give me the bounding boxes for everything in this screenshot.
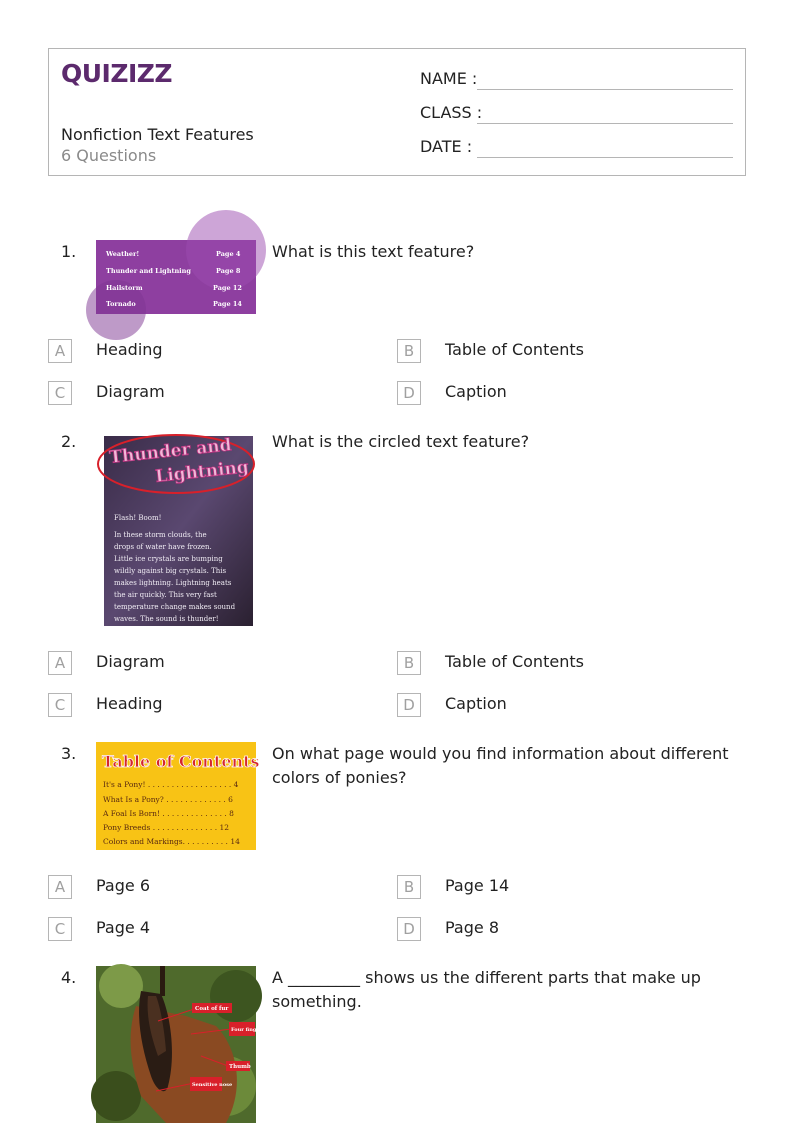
diagram-label: Four fingers xyxy=(231,1027,266,1033)
toc-title: Table of Contents xyxy=(102,752,260,771)
option-box[interactable]: B xyxy=(397,339,421,363)
name-label: NAME : xyxy=(420,69,478,88)
option-text[interactable]: Table of Contents xyxy=(445,340,584,359)
option-box[interactable]: A xyxy=(48,875,72,899)
option-text[interactable]: Caption xyxy=(445,382,507,401)
bat-diagram-image xyxy=(96,966,266,1123)
question-number: 4. xyxy=(61,968,77,987)
option-box[interactable]: C xyxy=(48,693,72,717)
option-box[interactable]: C xyxy=(48,381,72,405)
toc-row-label: Tornado xyxy=(106,300,136,308)
worksheet-title: Nonfiction Text Features xyxy=(61,125,254,144)
diagram-label: Coat of fur xyxy=(195,1006,229,1012)
toc-row-label: Weather! xyxy=(106,250,140,258)
thunder-body-line: the air quickly. This very fast xyxy=(114,591,217,599)
thunder-heading-line1: Thunder and xyxy=(108,435,233,468)
date-label: DATE : xyxy=(420,137,473,156)
toc-ponies-image xyxy=(96,742,260,850)
toc-row: It's a Pony! . . . . . . . . . . . . . . . . . . 4 xyxy=(103,780,239,789)
name-field[interactable] xyxy=(477,89,733,90)
question-text: A _________ shows us the different parts that make up something. xyxy=(272,968,701,1011)
date-field[interactable] xyxy=(477,157,733,158)
question-text: On what page would you find information about different colors of ponies? xyxy=(272,744,729,787)
question-text: What is the circled text feature? xyxy=(272,432,530,451)
option-text[interactable]: Heading xyxy=(96,694,163,713)
option-text[interactable]: Page 8 xyxy=(445,918,499,937)
toc-row-page: Page 12 xyxy=(213,284,242,292)
option-text[interactable]: Caption xyxy=(445,694,507,713)
option-text[interactable]: Heading xyxy=(96,340,163,359)
option-box[interactable]: C xyxy=(48,917,72,941)
option-text[interactable]: Diagram xyxy=(96,652,165,671)
option-box[interactable]: A xyxy=(48,651,72,675)
option-box[interactable]: D xyxy=(397,693,421,717)
option-text[interactable]: Diagram xyxy=(96,382,165,401)
quizizz-logo: QUIZIZZ xyxy=(61,59,173,88)
option-box[interactable]: B xyxy=(397,651,421,675)
class-label: CLASS : xyxy=(420,103,483,122)
thunder-body-line: Little ice crystals are bumping xyxy=(114,555,223,563)
toc-row: Pony Breeds . . . . . . . . . . . . . . 12 xyxy=(103,823,230,832)
toc-row-page: Page 8 xyxy=(216,267,241,275)
thunder-body-line: temperature change makes sound xyxy=(114,603,236,611)
option-text[interactable]: Page 14 xyxy=(445,876,510,895)
class-field[interactable] xyxy=(477,123,733,124)
option-box[interactable]: D xyxy=(397,917,421,941)
toc-row-page: Page 4 xyxy=(216,250,241,258)
question-number: 2. xyxy=(61,432,77,451)
toc-row: A Foal Is Born! . . . . . . . . . . . . . . 8 xyxy=(103,809,234,818)
question-number: 1. xyxy=(61,242,77,261)
thunder-body-line: drops of water have frozen. xyxy=(114,543,212,551)
thunder-body-line: In these storm clouds, the xyxy=(114,531,207,539)
toc-row-label: Hailstorm xyxy=(106,284,143,292)
thunder-body-line: makes lightning. Lightning heats xyxy=(114,579,232,587)
thunder-body-line: wildly against big crystals. This xyxy=(114,567,227,575)
option-text[interactable]: Page 4 xyxy=(96,918,150,937)
toc-row-page: Page 14 xyxy=(213,300,242,308)
option-text[interactable]: Table of Contents xyxy=(445,652,584,671)
thunder-heading-line2: Lightning xyxy=(154,457,250,487)
option-box[interactable]: D xyxy=(397,381,421,405)
diagram-label: Thumb xyxy=(229,1064,251,1070)
thunder-intro: Flash! Boom! xyxy=(114,514,162,522)
diagram-label: Sensitive nose xyxy=(192,1082,233,1088)
option-box[interactable]: A xyxy=(48,339,72,363)
question-text: What is this text feature? xyxy=(272,242,475,261)
toc-row: Colors and Markings. . . . . . . . . . 14 xyxy=(103,837,240,846)
toc-row-label: Thunder and Lightning xyxy=(106,267,191,275)
question-number: 3. xyxy=(61,744,77,763)
toc-weather-image xyxy=(96,240,256,314)
toc-row: What Is a Pony? . . . . . . . . . . . . . 6 xyxy=(103,795,233,804)
option-text[interactable]: Page 6 xyxy=(96,876,150,895)
option-box[interactable]: B xyxy=(397,875,421,899)
thunder-body-line: waves. The sound is thunder! xyxy=(114,615,219,623)
worksheet-header xyxy=(48,48,746,176)
question-count: 6 Questions xyxy=(61,146,157,165)
thunder-page-image xyxy=(96,432,256,626)
